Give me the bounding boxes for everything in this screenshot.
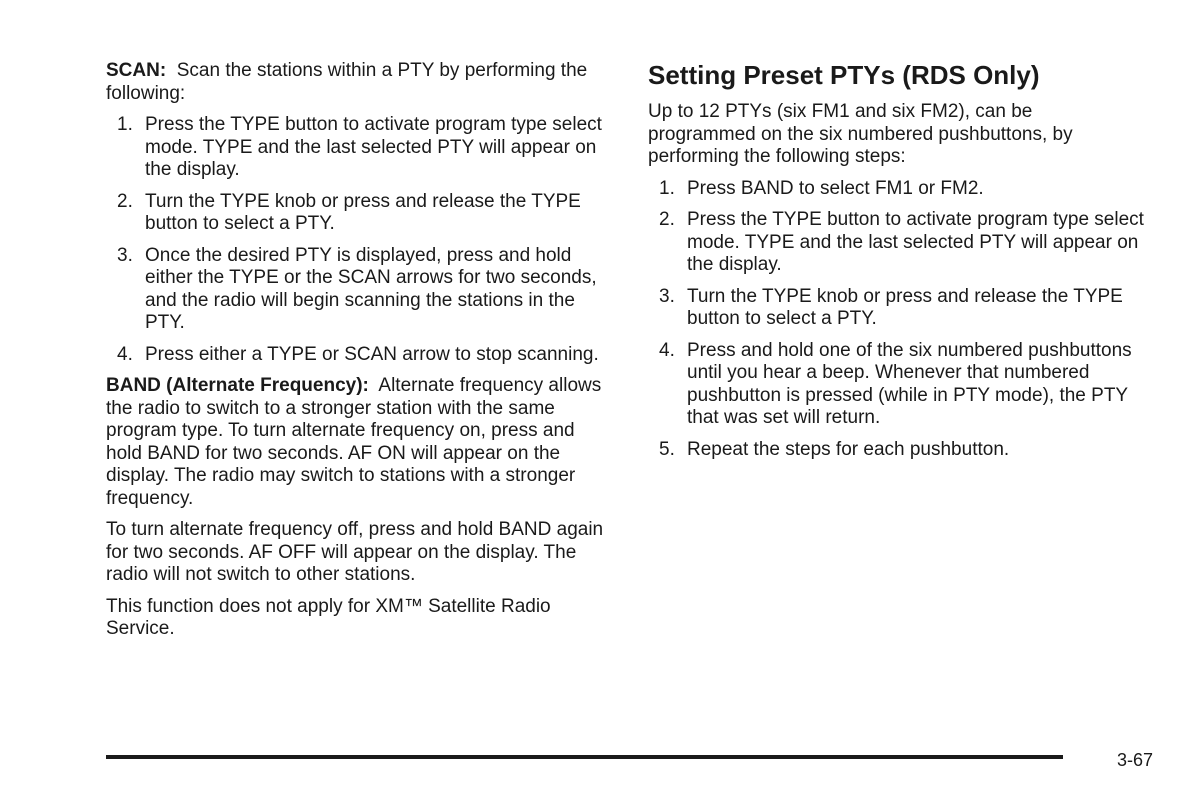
step-text: Repeat the steps for each pushbutton. xyxy=(687,438,1010,460)
section-heading: Setting Preset PTYs (RDS Only) xyxy=(648,60,1040,90)
footer-rule xyxy=(106,755,1063,759)
list-item xyxy=(648,209,1144,277)
xm-note-paragraph: This function does not apply for XM™ Satellite Radio Service. xyxy=(106,595,551,639)
step-text: Press BAND to select FM1 or FM2. xyxy=(687,177,984,199)
band-paragraph xyxy=(106,375,608,510)
list-item xyxy=(106,245,608,335)
step-number: 3. xyxy=(117,244,133,266)
band-term: BAND (Alternate Frequency): xyxy=(106,375,369,396)
step-number: 1. xyxy=(117,114,133,135)
preset-steps-list xyxy=(648,178,1144,462)
af-off-paragraph: To turn alternate frequency off, press and hold BAND again for two seconds. AF OFF will appear on the display. The radio will not switch to other stations. xyxy=(106,519,604,585)
step-number: 2. xyxy=(117,190,133,212)
list-item xyxy=(106,344,608,367)
step-number: 1. xyxy=(659,177,675,199)
scan-steps-list xyxy=(106,114,608,366)
step-text: Press either a TYPE or SCAN arrow to stop scanning. xyxy=(145,343,599,365)
band-text: Alternate frequency allows the radio to switch to a stronger station with the same program type. To turn alternate frequency on, press and hold BAND for two seconds. AF ON will appear on the display. The radio may switch to stations with a stronger frequency. xyxy=(106,375,602,509)
step-text: Press and hold one of the six numbered pushbuttons until you hear a beep. Whenever that numbered pushbutton is pressed (while in PTY mode), the PTY that was set will return. xyxy=(687,339,1132,428)
step-text: Turn the TYPE knob or press and release the TYPE button to select a PTY. xyxy=(687,285,1123,329)
scan-term: SCAN: xyxy=(106,60,167,81)
scan-text: Scan the stations within a PTY by performing the following: xyxy=(106,60,588,104)
list-item xyxy=(648,178,1144,201)
step-number: 3. xyxy=(659,285,675,307)
step-text: Press the TYPE button to activate program type select mode. TYPE and the last selected PTY will appear on the display. xyxy=(687,209,1144,275)
step-text: Once the desired PTY is displayed, press and hold either the TYPE or the SCAN arrows for two seconds, and the radio will begin scanning the stations in the PTY. xyxy=(145,244,597,333)
page-number: 3-67 xyxy=(1117,750,1154,770)
step-number: 4. xyxy=(659,339,675,361)
intro-paragraph: Up to 12 PTYs (six FM1 and six FM2), can be programmed on the six numbered pushbuttons, by performing the following steps: xyxy=(648,101,1073,167)
list-item xyxy=(106,191,608,236)
list-item xyxy=(648,340,1144,430)
step-text: Turn the TYPE knob or press and release the TYPE button to select a PTY. xyxy=(145,190,581,234)
right-column xyxy=(648,60,1144,470)
list-item xyxy=(648,286,1144,331)
list-item xyxy=(106,114,608,182)
step-text: Press the TYPE button to activate program type select mode. TYPE and the last selected PTY will appear on the display. xyxy=(145,114,602,180)
list-item xyxy=(648,439,1144,462)
left-column xyxy=(106,60,608,650)
step-number: 2. xyxy=(659,209,675,230)
scan-paragraph xyxy=(106,60,608,105)
step-number: 4. xyxy=(117,343,133,365)
step-number: 5. xyxy=(659,438,675,460)
